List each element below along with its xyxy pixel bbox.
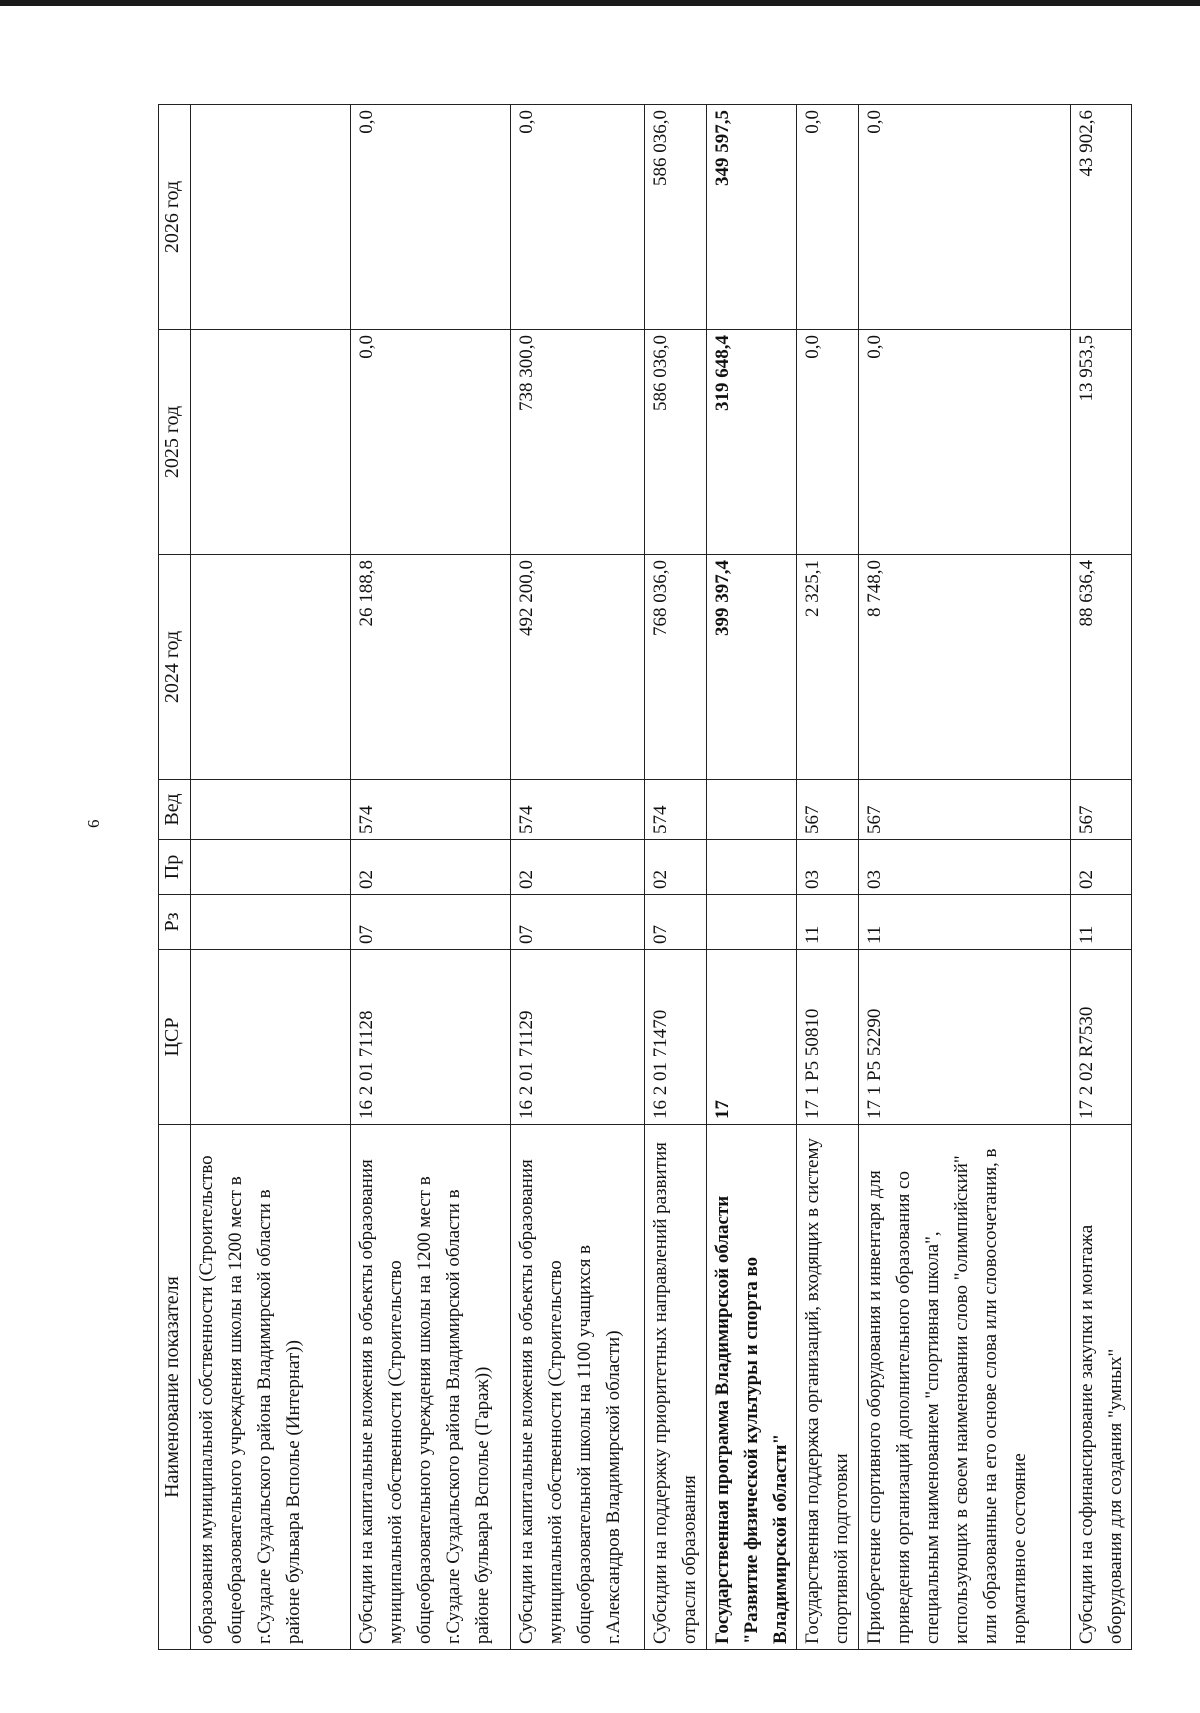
cell-csr: 16 2 01 71129 bbox=[511, 950, 645, 1125]
cell-pr: 02 bbox=[511, 840, 645, 895]
cell-2026: 0,0 bbox=[351, 105, 511, 330]
cell-ved: 574 bbox=[511, 780, 645, 840]
header-pr: Пр bbox=[159, 840, 191, 895]
header-csr: ЦСР bbox=[159, 950, 191, 1125]
cell-rz bbox=[191, 895, 351, 950]
cell-2024: 768 036,0 bbox=[645, 555, 707, 780]
cell-ved bbox=[707, 780, 797, 840]
cell-csr: 17 2 02 R7530 bbox=[1071, 950, 1132, 1125]
header-name: Наименование показателя bbox=[159, 1125, 191, 1650]
cell-rz: 11 bbox=[1071, 895, 1132, 950]
cell-2025 bbox=[191, 330, 351, 555]
cell-name: Государственная поддержка организаций, входящих в систему спортивной подготовки bbox=[797, 1125, 859, 1650]
cell-2026 bbox=[191, 105, 351, 330]
cell-2026: 43 902,6 bbox=[1071, 105, 1132, 330]
cell-2026: 0,0 bbox=[511, 105, 645, 330]
cell-2025: 0,0 bbox=[351, 330, 511, 555]
table-row bbox=[645, 105, 707, 1650]
table-row bbox=[797, 105, 859, 1650]
table-row bbox=[707, 105, 797, 1650]
table-row bbox=[351, 105, 511, 1650]
cell-2025: 0,0 bbox=[797, 330, 859, 555]
cell-csr: 17 1 P5 52290 bbox=[859, 950, 1071, 1125]
cell-rz: 11 bbox=[859, 895, 1071, 950]
table-row bbox=[511, 105, 645, 1650]
cell-csr bbox=[191, 950, 351, 1125]
cell-2026: 349 597,5 bbox=[707, 105, 797, 330]
cell-2024 bbox=[191, 555, 351, 780]
header-rz: Рз bbox=[159, 895, 191, 950]
cell-2024: 26 188,8 bbox=[351, 555, 511, 780]
cell-rz: 11 bbox=[797, 895, 859, 950]
table-row bbox=[859, 105, 1071, 1650]
cell-name: Государственная программа Владимирской области "Развитие физической культуры и спорта во Владимирской области" bbox=[707, 1125, 797, 1650]
cell-ved: 567 bbox=[1071, 780, 1132, 840]
cell-name: Субсидии на капитальные вложения в объекты образования муниципальной собственности (Строительство общеобразовательной школы на 1100 учащихся в г.Александров Владимирской области) bbox=[511, 1125, 645, 1650]
cell-name: образования муниципальной собственности (Строительство общеобразовательного учреждения школы на 1200 мест в г.Суздале Суздальского района Владимирской области в районе бульвара Всполье (Интернат)) bbox=[191, 1125, 351, 1650]
cell-2025: 319 648,4 bbox=[707, 330, 797, 555]
cell-2024: 8 748,0 bbox=[859, 555, 1071, 780]
cell-name: Субсидии на софинансирование закупки и монтажа оборудования для создания "умных" bbox=[1071, 1125, 1132, 1650]
cell-2025: 738 300,0 bbox=[511, 330, 645, 555]
cell-rz: 07 bbox=[645, 895, 707, 950]
header-ved: Вед bbox=[159, 780, 191, 840]
cell-name: Субсидии на поддержку приоритетных направлений развития отрасли образования bbox=[645, 1125, 707, 1650]
cell-ved: 567 bbox=[797, 780, 859, 840]
cell-ved bbox=[191, 780, 351, 840]
cell-pr bbox=[707, 840, 797, 895]
table-header-row bbox=[159, 105, 191, 1650]
cell-2024: 2 325,1 bbox=[797, 555, 859, 780]
top-border-line bbox=[0, 0, 1200, 6]
cell-2024: 88 636,4 bbox=[1071, 555, 1132, 780]
page-number: 6 bbox=[84, 819, 103, 828]
cell-rz bbox=[707, 895, 797, 950]
header-2024: 2024 год bbox=[159, 555, 191, 780]
cell-pr: 03 bbox=[797, 840, 859, 895]
cell-ved: 574 bbox=[351, 780, 511, 840]
cell-csr: 16 2 01 71128 bbox=[351, 950, 511, 1125]
cell-2026: 0,0 bbox=[797, 105, 859, 330]
cell-csr: 17 bbox=[707, 950, 797, 1125]
cell-2024: 492 200,0 bbox=[511, 555, 645, 780]
cell-2025: 13 953,5 bbox=[1071, 330, 1132, 555]
cell-rz: 07 bbox=[351, 895, 511, 950]
cell-name: Приобретение спортивного оборудования и инвентаря для приведения организаций дополнительного образования со специальным наименованием "спортивная школа", использующих в своем наименовании слово "олимпийский" или образованные на его основе слова или словосочетания, в нормативное состояние bbox=[859, 1125, 1071, 1650]
header-2026: 2026 год bbox=[159, 105, 191, 330]
cell-csr: 16 2 01 71470 bbox=[645, 950, 707, 1125]
cell-name: Субсидии на капитальные вложения в объекты образования муниципальной собственности (Строительство общеобразовательного учреждения школы на 1200 мест в г.Суздале Суздальского района Владимирской области в районе бульвара Всполье (Гараж)) bbox=[351, 1125, 511, 1650]
table-row bbox=[1071, 105, 1132, 1650]
budget-table-container bbox=[158, 105, 1126, 1650]
cell-pr: 02 bbox=[351, 840, 511, 895]
cell-pr: 03 bbox=[859, 840, 1071, 895]
budget-table bbox=[158, 104, 1132, 1650]
table-row bbox=[191, 105, 351, 1650]
cell-pr: 02 bbox=[645, 840, 707, 895]
cell-2026: 0,0 bbox=[859, 105, 1071, 330]
cell-ved: 567 bbox=[859, 780, 1071, 840]
cell-rz: 07 bbox=[511, 895, 645, 950]
cell-pr bbox=[191, 840, 351, 895]
cell-2024: 399 397,4 bbox=[707, 555, 797, 780]
cell-pr: 02 bbox=[1071, 840, 1132, 895]
cell-2026: 586 036,0 bbox=[645, 105, 707, 330]
cell-2025: 0,0 bbox=[859, 330, 1071, 555]
cell-2025: 586 036,0 bbox=[645, 330, 707, 555]
cell-ved: 574 bbox=[645, 780, 707, 840]
header-2025: 2025 год bbox=[159, 330, 191, 555]
cell-csr: 17 1 P5 50810 bbox=[797, 950, 859, 1125]
